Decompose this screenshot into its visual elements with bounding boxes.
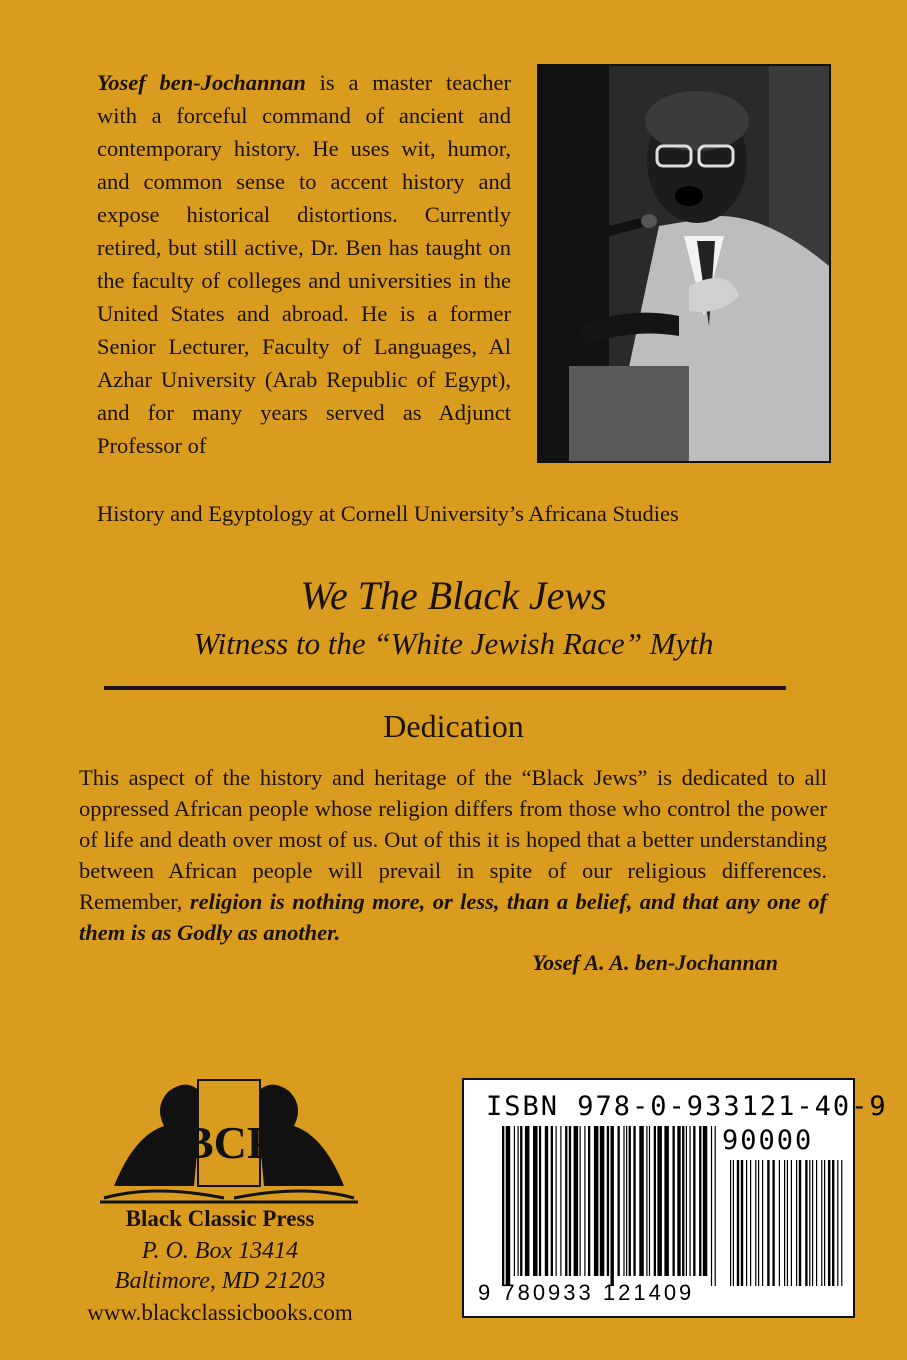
barcode-bar <box>664 1126 669 1276</box>
barcode-bar <box>551 1126 553 1276</box>
barcode-bar <box>502 1126 504 1286</box>
barcode-bar <box>657 1126 662 1276</box>
logo-letters: BCP <box>183 1117 275 1168</box>
dedication-heading: Dedication <box>383 708 524 744</box>
barcode-bar <box>690 1126 691 1276</box>
addon-bar <box>791 1160 792 1286</box>
ean-digits: 9 780933 121409 <box>478 1280 695 1305</box>
addon-bar <box>737 1160 739 1286</box>
dedication-text <box>79 762 827 948</box>
addon-bar <box>805 1160 807 1286</box>
book-title: We The Black Jews <box>300 573 607 618</box>
isbn-addon: 90000 <box>722 1125 814 1156</box>
addon-bar <box>730 1160 731 1286</box>
barcode-bar <box>539 1126 541 1276</box>
addon-bar <box>812 1160 813 1286</box>
addon-bar <box>787 1160 788 1286</box>
addon-bar <box>799 1160 801 1286</box>
barcode-bar <box>514 1126 515 1276</box>
addon-bar <box>824 1160 825 1286</box>
addon-bar <box>767 1160 769 1286</box>
publisher-name: Black Classic Press <box>125 1206 315 1231</box>
barcode-bar <box>520 1126 522 1276</box>
barcode-bar <box>626 1126 627 1276</box>
barcode-bar <box>607 1126 609 1276</box>
barcode-bar <box>677 1126 680 1276</box>
divider-rule <box>104 686 786 690</box>
dedication-signature: Yosef A. A. ben-Jochannan <box>532 950 778 975</box>
addon-bar <box>741 1160 743 1286</box>
barcode-bar <box>518 1126 519 1276</box>
barcode-bar <box>584 1126 585 1276</box>
isbn-number: ISBN 978-0-933121-40-9 <box>486 1091 888 1122</box>
barcode-bar <box>682 1126 684 1276</box>
addon-bar <box>809 1160 810 1286</box>
barcode-bar <box>633 1126 635 1276</box>
addon-bar <box>755 1160 756 1286</box>
barcode-bar <box>699 1126 701 1276</box>
author-photo <box>537 64 831 463</box>
barcode-bar <box>639 1126 644 1276</box>
barcode-bar <box>556 1126 557 1276</box>
isbn-barcode <box>462 1078 888 1318</box>
barcode-bar <box>580 1126 581 1276</box>
addon-bar <box>779 1160 780 1286</box>
addon-bar <box>733 1160 734 1286</box>
barcode-bar <box>611 1126 614 1286</box>
barcode-bar <box>533 1126 538 1276</box>
addon-bar <box>750 1160 751 1286</box>
barcode-bar <box>574 1126 579 1276</box>
barcode-bar <box>703 1126 708 1276</box>
dedication-emphasis: religion is nothing more, or less, than a belief, and that any one of them is as Godly as another. <box>79 889 828 945</box>
barcode-bar <box>545 1126 548 1276</box>
barcode-bar <box>673 1126 675 1276</box>
addon-bar <box>832 1160 834 1286</box>
barcode-bar <box>565 1126 567 1276</box>
addon-bar <box>837 1160 838 1286</box>
addon-bar <box>772 1160 774 1286</box>
barcode-bar <box>715 1126 716 1286</box>
publisher-box: P. O. Box 13414 <box>141 1238 299 1264</box>
addon-bar <box>816 1160 817 1286</box>
addon-bar <box>762 1160 763 1286</box>
barcode-bar <box>623 1126 624 1276</box>
publisher-logo <box>94 1066 364 1206</box>
publisher-url[interactable]: www.blackclassicbooks.com <box>87 1300 353 1325</box>
bio-text: is a master teacher with a forceful command of ancient and contemporary history. He uses wit, humor, and common sense to accent history and expose historical distortions. Currently retired, but still active, Dr. Ben has taught on the faculty of colleges and universities in the United States and abroad. He is a former Senior Lecturer, Faculty of Languages, Al Azhar University (Arab Republic of Egypt), and for many years served as Adjunct Professor of <box>97 70 511 458</box>
barcode-bar <box>646 1126 647 1276</box>
bio-last-line: History and Egyptology at Cornell University’s Africana Studies <box>97 501 679 526</box>
barcode-bar <box>560 1126 561 1276</box>
barcode-bar <box>506 1126 511 1286</box>
barcode-bar <box>693 1126 695 1276</box>
author-name: Yosef ben-Jochannan <box>97 70 306 95</box>
barcode-bar <box>525 1126 530 1276</box>
addon-bar <box>828 1160 830 1286</box>
addon-bar <box>796 1160 797 1286</box>
barcode-bar <box>629 1126 631 1276</box>
dedication-body: This aspect of the history and heritage of the “Black Jews” is dedicated to all oppressed African people whose religion differs from those who control the power of life and death over most of us. Out of this it is hoped that a better understanding between African people will prevail in spite of our religious differences. Remember, <box>79 765 827 914</box>
barcode-bar <box>654 1126 656 1276</box>
addon-bar <box>746 1160 747 1286</box>
barcode-bar <box>711 1126 712 1286</box>
book-subtitle: Witness to the “White Jewish Race” Myth <box>193 626 714 661</box>
addon-bar <box>784 1160 785 1286</box>
barcode-bar <box>588 1126 590 1276</box>
barcode-bar <box>600 1126 605 1276</box>
barcode-bar <box>569 1126 571 1276</box>
barcode-bar <box>686 1126 687 1276</box>
barcode-bar <box>594 1126 599 1276</box>
publisher-city: Baltimore, MD 21203 <box>114 1268 326 1294</box>
author-bio <box>97 66 511 462</box>
addon-bar <box>821 1160 822 1286</box>
addon-bar <box>758 1160 759 1286</box>
barcode-bar <box>649 1126 650 1276</box>
barcode-bar <box>618 1126 620 1276</box>
addon-bar <box>841 1160 842 1286</box>
